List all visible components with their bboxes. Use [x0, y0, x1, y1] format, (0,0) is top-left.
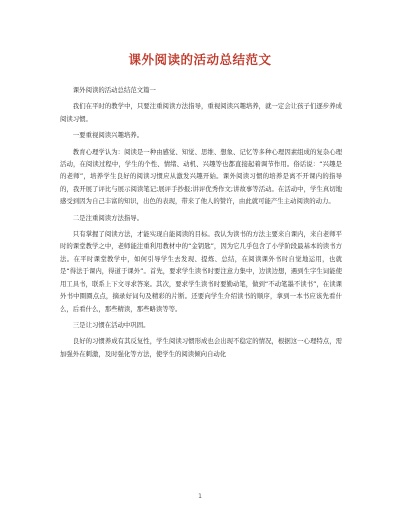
section-heading: 二是注重阅读方法指导。: [72, 213, 144, 222]
body-paragraph: 良好的习惯养成有其反复性，学生阅读习惯形成也会出现不稳定的情况，根据这一心理特点，需加强外在刺激，及时强化等方法，使学生的阅读倾向自动化: [60, 337, 342, 358]
body-paragraph: 我们在平时的教学中，只要注重阅读方法指导，重视阅读兴趣培养，就一定会让孩子们逐步养成阅读习惯。: [60, 102, 342, 123]
section-heading: 一要重视阅读兴趣培养。: [72, 131, 144, 140]
section-heading: 三是让习惯在活动中巩固。: [72, 320, 150, 329]
body-paragraph: 只有掌握了阅读方法，才能实现自能阅读的目标。我认为读书的方法主要来自课内，来自老师平时的课堂教学之中，老师能注重利用教材中的“金钥匙”，因为它几乎包含了小学阶段最基本的读书方法。在平时课堂教学中，如何引导学生去发现、提炼、总结，在阅读课外书时自觉地运用，也就是“得法于课内，得道于课外”。首先，要求学生读书时要注意力集中，边读边想，遇到生字生词能使用工具书，联系上下文寻求答案。其次，要求学生读书时要勤动笔，做到“不动笔墨不读书”，在读课外书中圈圈点点，摘录好词句及精彩的片断。还要向学生介绍读书的顺序，拿到一本书应该先看什么，后看什么，那些精读，那些略读等等。: [60, 230, 342, 313]
document-body: [60, 84, 342, 364]
body-paragraph: 教育心理学认为：阅读是一种由感觉、知觉、思维、想象、记忆等多种心理因素组成的复杂心理活动，在阅读过程中，学生的个性、情绪、动机、兴趣等也都直接起着调节作用。俗话说：“兴趣是的老师”，培养学生良好的阅读习惯应从激发兴趣开始。课外阅读习惯的培养是离不开课内的指导的，我开展了评比与展示阅读笔记;展评手抄报;讲评优秀作文;讲故事等活动。在活动中，学生真切地感受到因为自己丰富的知识，出色的表现，带来了他人的赞许，由此就可能产生主动阅读的动力。: [60, 147, 342, 206]
page-number: 1: [198, 493, 202, 500]
section-heading: 课外阅读的活动总结范文篇一: [72, 86, 156, 94]
document-title: 课外阅读的活动总结范文: [128, 52, 272, 67]
